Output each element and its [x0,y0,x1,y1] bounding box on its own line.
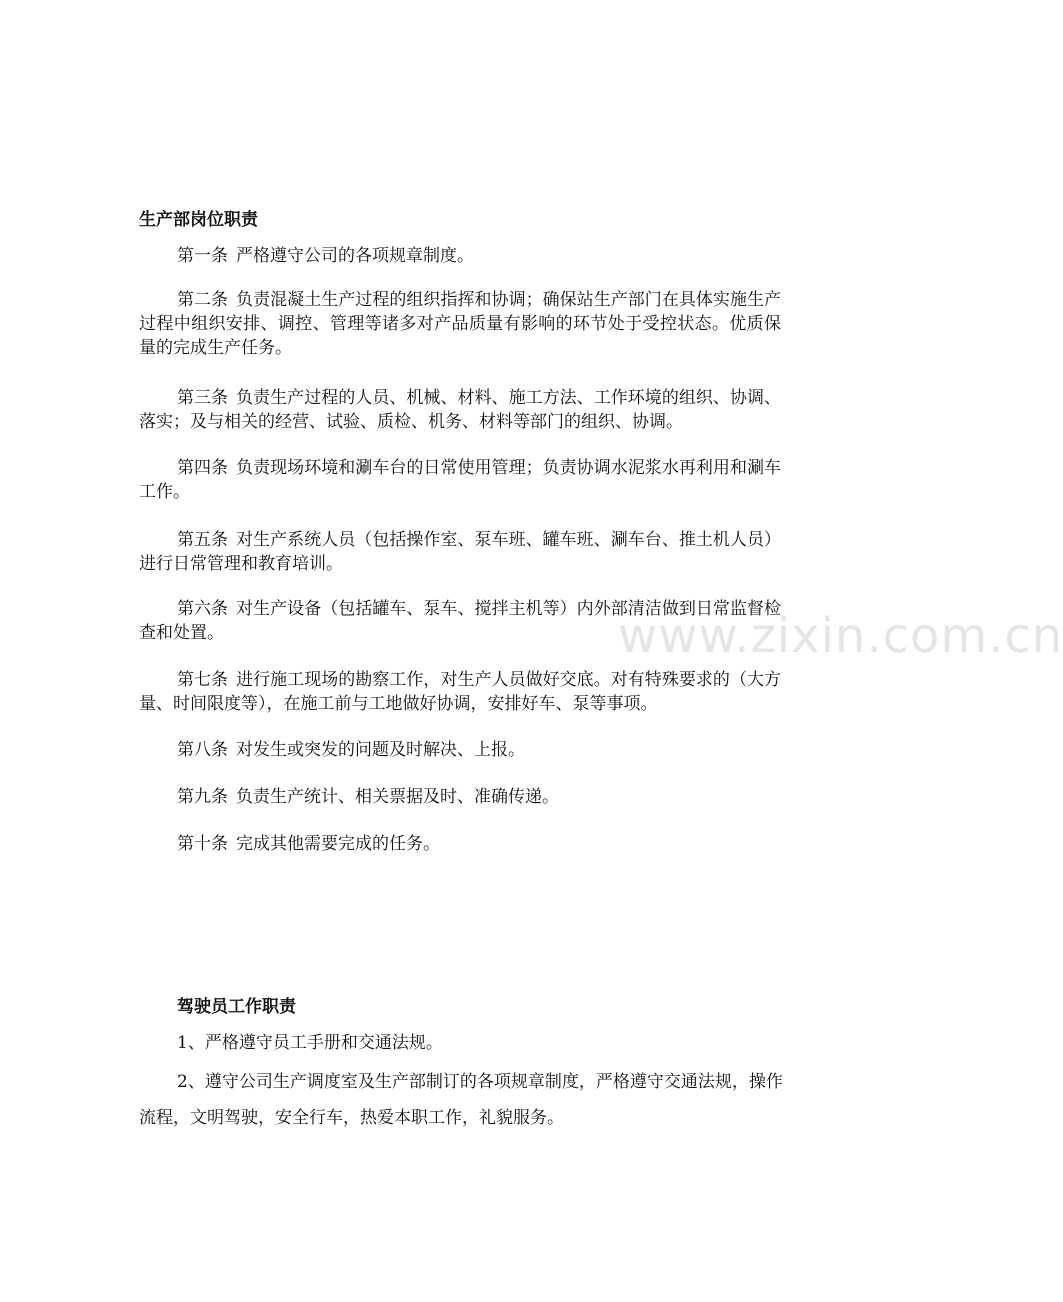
article-6 [139,597,781,645]
article-7 [139,668,781,716]
article-text: 负责生产过程的人员、机械、材料、施工方法、工作环境的组织、协调、落实；及与相关的经营、试验、质检、机务、材料等部门的组织、协调。 [139,388,782,432]
section-title-production: 生产部岗位职责 [139,210,258,230]
article-10 [139,832,781,856]
article-5 [139,528,781,576]
article-number: 第八条 [177,740,228,760]
driver-item-1: 1、严格遵守员工手册和交通法规。 [177,1033,443,1053]
article-1 [139,244,781,268]
article-text: 负责现场环境和涮车台的日常使用管理；负责协调水泥浆水再利用和涮车工作。 [139,458,782,502]
article-9 [139,785,781,809]
article-number: 第九条 [177,787,228,807]
article-number: 第四条 [177,458,229,478]
article-2 [139,288,781,360]
article-number: 第十条 [177,834,228,854]
article-number: 第六条 [177,599,229,619]
article-text: 进行施工现场的勘察工作，对生产人员做好交底。对有特殊要求的（大方量、时间限度等），在施工前与工地做好协调，安排好车、泵等事项。 [139,670,782,714]
article-number: 第三条 [177,388,229,408]
article-text: 对生产系统人员（包括操作室、泵车班、罐车班、涮车台、推土机人员）进行日常管理和教育培训。 [139,530,782,574]
section-title-driver: 驾驶员工作职责 [177,997,296,1017]
article-number: 第二条 [177,290,229,310]
article-number: 第五条 [177,530,229,550]
article-number: 第七条 [177,670,229,690]
watermark: www.zixin.com.cn [618,608,1063,664]
article-text: 完成其他需要完成的任务。 [236,834,440,854]
article-text: 对发生或突发的问题及时解决、上报。 [236,740,525,760]
article-8 [139,738,781,762]
driver-item-2: 2、遵守公司生产调度室及生产部制订的各项规章制度，严格遵守交通法规，操作流程，文明驾驶，安全行车，热爱本职工作，礼貌服务。 [139,1072,783,1128]
article-4 [139,456,781,504]
article-number: 第一条 [177,246,228,266]
article-text: 负责生产统计、相关票据及时、准确传递。 [236,787,559,807]
article-text: 对生产设备（包括罐车、泵车、搅拌主机等）内外部清洁做到日常监督检查和处置。 [139,599,782,643]
article-text: 负责混凝土生产过程的组织指挥和协调；确保站生产部门在具体实施生产过程中组织安排、调控、管理等诸多对产品质量有影响的环节处于受控状态。优质保量的完成生产任务。 [139,290,782,358]
article-3 [139,386,781,434]
article-text: 严格遵守公司的各项规章制度。 [236,246,474,266]
